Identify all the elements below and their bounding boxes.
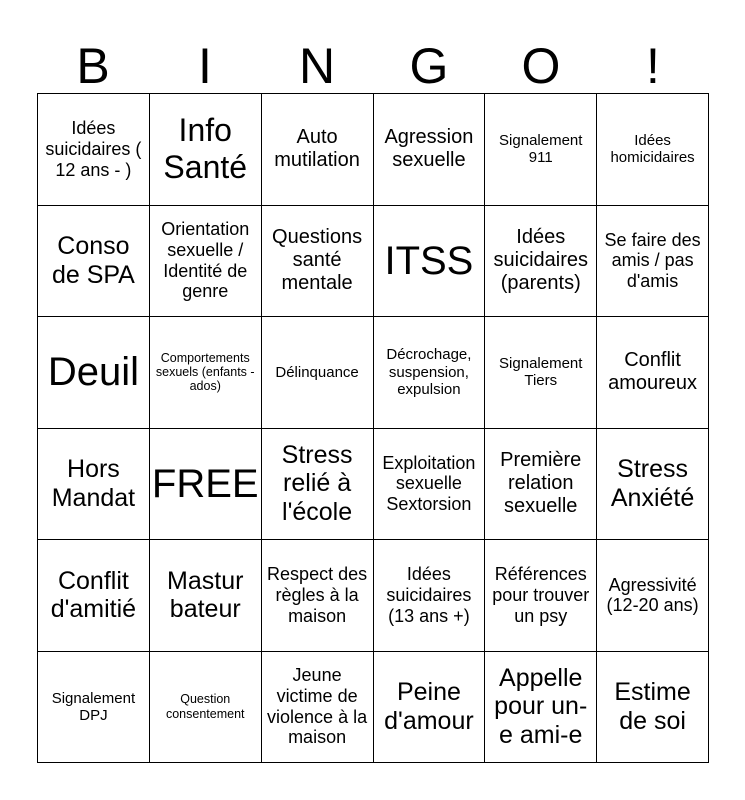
bingo-cell[interactable]: Stress Anxiété [597,429,709,541]
bingo-cell[interactable]: Question consentement [150,652,262,764]
bingo-cell[interactable]: Orientation sexuelle / Identité de genre [150,206,262,318]
bingo-cell[interactable]: Conso de SPA [38,206,150,318]
bingo-cell[interactable]: Idées suicidaires ( 12 ans - ) [38,94,150,206]
bingo-cell[interactable]: Conflit d'amitié [38,540,150,652]
bingo-cell[interactable]: Peine d'amour [374,652,486,764]
bingo-cell[interactable]: Info Santé [150,94,262,206]
bingo-cell[interactable]: Estime de soi [597,652,709,764]
bingo-cell[interactable]: Exploitation sexuelle Sextorsion [374,429,486,541]
bingo-header [37,38,709,93]
header-letter-exclamation: ! [646,37,660,94]
bingo-cell[interactable]: Signalement 911 [485,94,597,206]
bingo-cell[interactable]: Comportements sexuels (enfants -ados) [150,317,262,429]
header-letter-b: B [76,37,110,94]
bingo-cell[interactable]: Conflit amoureux [597,317,709,429]
bingo-cell[interactable]: Idées homicidaires [597,94,709,206]
bingo-cell[interactable]: Agression sexuelle [374,94,486,206]
bingo-cell[interactable]: Idées suicidaires (13 ans +) [374,540,486,652]
header-letter-i: I [198,37,212,94]
bingo-cell[interactable]: Respect des règles à la maison [262,540,374,652]
bingo-cell[interactable]: Appelle pour un-e ami-e [485,652,597,764]
bingo-cell[interactable]: Première relation sexuelle [485,429,597,541]
bingo-cell[interactable]: Deuil [38,317,150,429]
header-letter-g: G [409,37,449,94]
bingo-cell[interactable]: Agressivité (12-20 ans) [597,540,709,652]
bingo-cell[interactable]: Se faire des amis / pas d'amis [597,206,709,318]
bingo-cell[interactable]: Auto mutilation [262,94,374,206]
bingo-cell[interactable]: Décrochage, suspension, expulsion [374,317,486,429]
bingo-cell[interactable]: Signalement Tiers [485,317,597,429]
header-letter-o: O [521,37,561,94]
bingo-cell free-cell[interactable]: FREE [150,429,262,541]
bingo-cell[interactable]: Délinquance [262,317,374,429]
bingo-cell[interactable]: Signalement DPJ [38,652,150,764]
header-letter-n: N [298,37,336,94]
bingo-board [37,93,709,763]
bingo-cell[interactable]: Jeune victime de violence à la maison [262,652,374,764]
bingo-cell[interactable]: Questions santé mentale [262,206,374,318]
bingo-cell[interactable]: Mastur bateur [150,540,262,652]
bingo-cell[interactable]: Idées suicidaires (parents) [485,206,597,318]
bingo-cell[interactable]: Hors Mandat [38,429,150,541]
bingo-cell[interactable]: Références pour trouver un psy [485,540,597,652]
bingo-cell[interactable]: Stress relié à l'école [262,429,374,541]
bingo-cell[interactable]: ITSS [374,206,486,318]
